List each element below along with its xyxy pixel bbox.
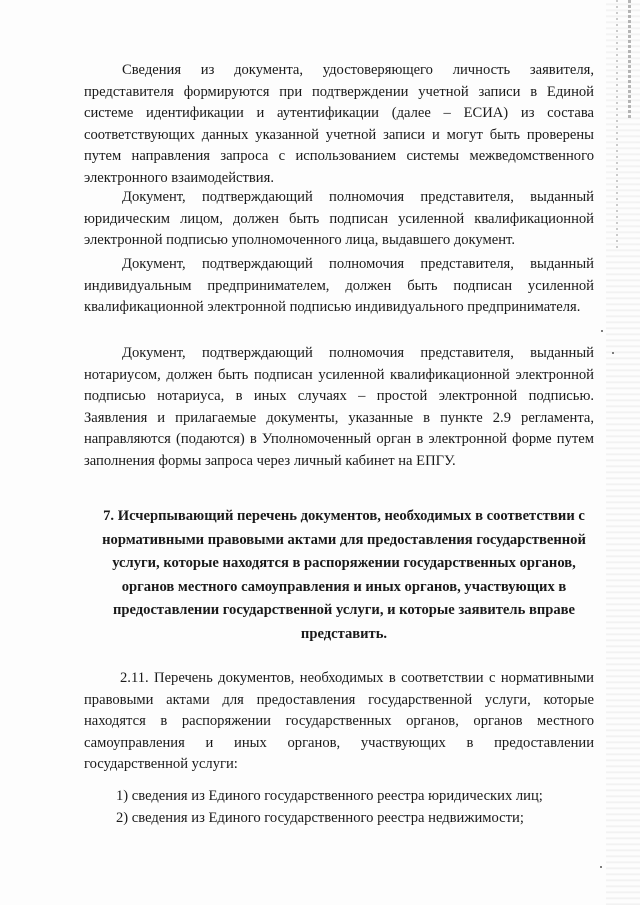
list-item: 2) сведения из Единого государственного реестра недвижимости; — [116, 809, 524, 826]
paragraph-notary-signature — [84, 343, 594, 473]
paragraph-esia-identity — [84, 60, 594, 190]
paragraph-2-11 — [84, 668, 594, 776]
list-item: 1) сведения из Единого государственного реестра юридических лиц; — [116, 788, 543, 804]
paragraph-text: Документ, подтверждающий полномочия представителя, выданный индивидуальным предпринимателем, должен быть подписан усиленной квалификационной электронной подписью индивидуального предпринимателя. — [84, 256, 594, 316]
section-heading: 7. Исчерпывающий перечень документов, необходимых в соответствии с нормативными правовыми актами для предоставления государственной услуги, которые находятся в распоряжении государственных органов, органов местного самоуправления и иных органов, участвующих в предоставлении государственной услуги, и которые заявитель вправе представить. — [102, 508, 586, 642]
paragraph-text: Документ, подтверждающий полномочия представителя, выданный нотариусом, должен быть подписан усиленной квалификационной электронной подписью нотариуса, в иных случаях – простой электронной подписью. Заявления и прилагаемые документы, указанные в пункте 2.9 регламента, направляются (подаются) в Уполномоченный орган в электронной форме путем заполнения формы запроса через личный кабинет на ЕПГУ. — [84, 345, 594, 469]
paragraph-entrepreneur-signature — [84, 254, 594, 319]
paragraph-text: Сведения из документа, удостоверяющего личность заявителя, представителя формируются при подтверждении учетной записи в Единой системе идентификации и аутентификации (далее – ЕСИА) из состава соответствующих данных указанной учетной записи и могут быть проверены путем направления запроса с использованием системы межведомственного электронного взаимодействия. — [84, 62, 594, 186]
scan-speck — [601, 330, 603, 332]
scan-artifact-edge — [606, 0, 640, 905]
paragraph-legal-entity-signature — [84, 187, 594, 252]
documents-list — [116, 786, 596, 829]
scan-speck — [612, 352, 614, 354]
scan-speck — [600, 866, 602, 868]
paragraph-text: Документ, подтверждающий полномочия представителя, выданный юридическим лицом, должен быть подписан усиленной квалификационной электронной подписью уполномоченного лица, выдавшего документ. — [84, 189, 594, 249]
paragraph-text: 2.11. Перечень документов, необходимых в соответствии с нормативными правовыми актами для предоставления государственной услуги, которые находятся в распоряжении государственных органов, органов местного самоуправления и иных органов, участвующих в предоставлении государственной услуги: — [84, 670, 594, 773]
